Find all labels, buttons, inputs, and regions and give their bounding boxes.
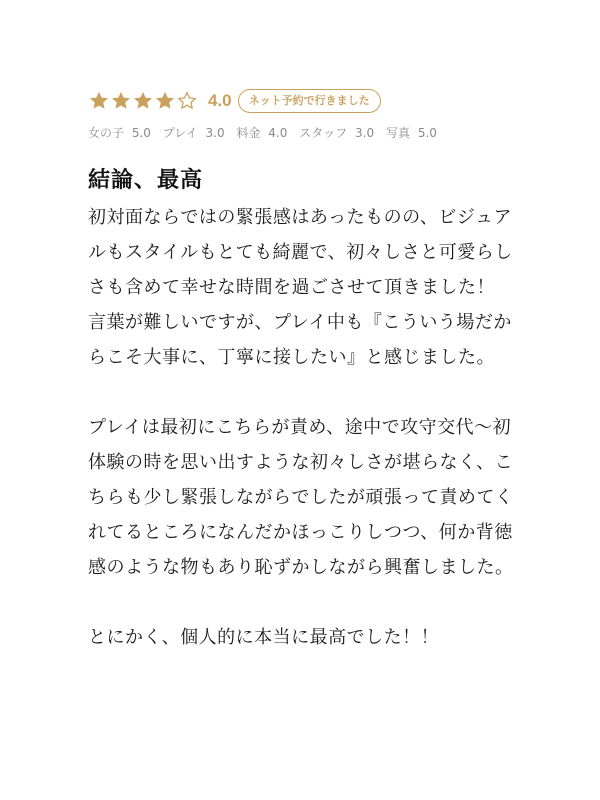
subscore-girl <box>88 126 155 140</box>
subscore-label: 写真 <box>385 126 410 140</box>
review-paragraph: プレイは最初にこちらが責め、途中で攻守交代〜初体験の時を思い出すような初々しさが堪らなく、こちらも少し緊張しながらでしたが頑張って責めてくれてるところになんだかほっこりしつつ、何か背徳感のような物もあり恥ずかしながら興奮しました。 <box>88 417 514 578</box>
star-filled-icon <box>110 90 132 112</box>
subscore-value: 3.0 <box>205 126 225 140</box>
subscore-label: スタッフ <box>299 126 348 140</box>
subscore-label: プレイ <box>162 126 198 140</box>
review-paragraph: 言葉が難しいですが、プレイ中も『こういう場だからこそ大事に、丁寧に接したい』と感じました。 <box>88 312 512 368</box>
review-paragraph: 初対面ならではの緊張感はあったものの、ビジュアルもスタイルもとても綺麗で、初々しさと可愛らしさも含めて幸せな時間を過ごさせて頂きました！ <box>88 207 513 298</box>
review-card <box>88 86 528 655</box>
paragraph-spacer <box>88 585 528 620</box>
subscore-value: 5.0 <box>417 126 437 140</box>
star-filled-icon <box>154 90 176 112</box>
rating-score: 4.0 <box>208 91 232 110</box>
subscore-value: 3.0 <box>355 126 375 140</box>
review-body <box>88 200 528 655</box>
subscore-label: 料金 <box>236 126 261 140</box>
star-filled-icon <box>88 90 110 112</box>
review-title: 結論、最高 <box>88 168 204 193</box>
paragraph-spacer <box>88 375 528 410</box>
subscore-play <box>163 126 229 140</box>
booking-badge: ネット予約で行きました <box>238 89 381 113</box>
subscore-staff <box>299 126 378 140</box>
subscore-value: 4.0 <box>268 126 288 140</box>
subscore-value: 5.0 <box>131 126 151 140</box>
subscore-label: 女の子 <box>88 126 125 140</box>
star-empty-icon <box>176 90 198 112</box>
star-filled-icon <box>132 90 154 112</box>
rating-row <box>88 86 528 116</box>
subscore-photo <box>386 126 441 140</box>
subscore-price <box>236 126 291 140</box>
star-rating <box>88 90 198 112</box>
review-paragraph: とにかく、個人的に本当に最高でした！！ <box>88 627 440 648</box>
subscores <box>88 124 528 141</box>
